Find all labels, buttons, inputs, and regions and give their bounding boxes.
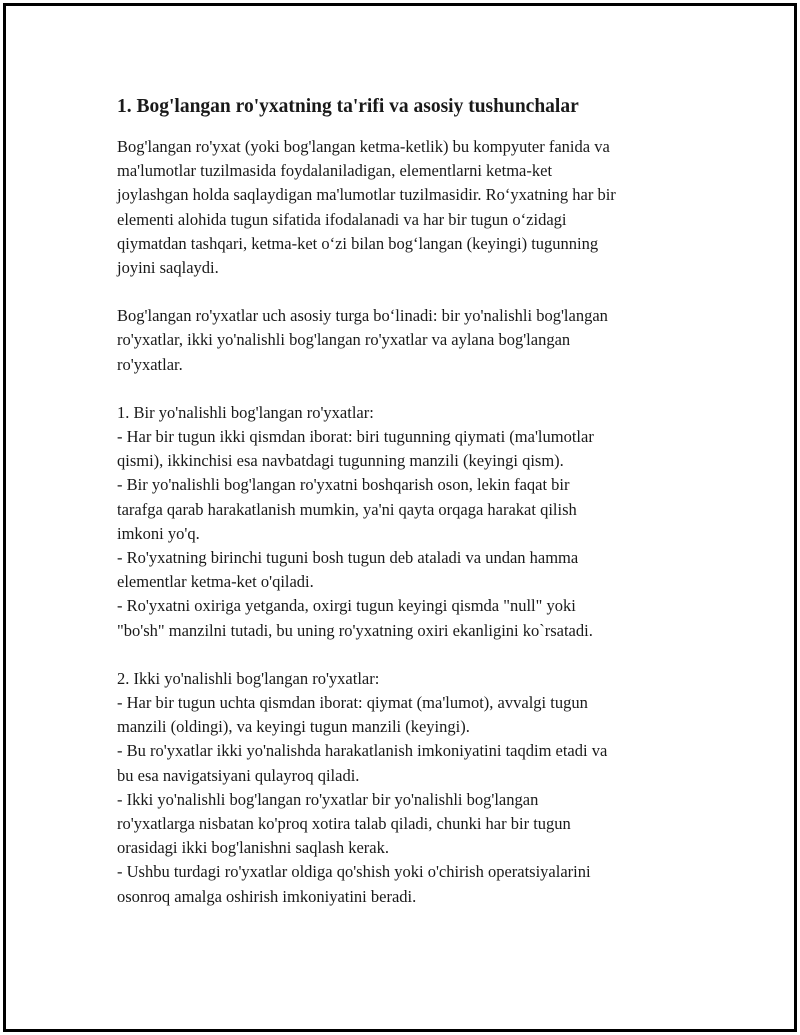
document-body xyxy=(117,93,677,909)
paragraph-definition: Bog'langan ro'yxat (yoki bog'langan ketma-ketlik) bu kompyuter fanida va ma'lumotlar tuzilmasida foydalaniladigan, elementlarni ketma-ket joylashgan holda saqlaydigan ma'lumotlar tuzilmasidir. Ro‘yxatning har bir elementi alohida tugun sifatida ifodalanadi va har bir tugun o‘zidagi qiymatdan tashqari, ketma-ket o‘zi bilan bog‘langan (keyingi) tugunning joyini saqlaydi. xyxy=(117,137,616,278)
paragraph-singly-linked: 1. Bir yo'nalishli bog'langan ro'yxatlar: - Har bir tugun ikki qismdan iborat: biri tugunning qiymati (ma'lumotlar qismi), ikkinchisi esa navbatdagi tugunning manzili (keyingi qism). - Bir yo'nalishli bog'langan ro'yxatni boshqarish oson, lekin faqat bir tarafga qarab harakatlanish mumkin, ya'ni qayta orqaga harakat qilish imkoni yo'q. - Ro'yxatning birinchi tuguni bosh tugun deb ataladi va undan hamma elementlar ketma-ket o'qiladi. - Ro'yxatni oxiriga yetganda, oxirgi tugun keyingi qismda "null" yoki "bo'sh" manzilni tutadi, bu uning ro'yxatning oxiri ekanligini ko`rsatadi. xyxy=(117,402,594,640)
paragraph-gap xyxy=(117,280,677,304)
paragraph-types: Bog'langan ro'yxatlar uch asosiy turga bo‘linadi: bir yo'nalishli bog'langan ro'yxatlar, ikki yo'nalishli bog'langan ro'yxatlar va aylana bog'langan ro'yxatlar. xyxy=(117,306,608,374)
paragraph-doubly-linked: 2. Ikki yo'nalishli bog'langan ro'yxatlar: - Har bir tugun uchta qismdan iborat: qiymat (ma'lumot), avvalgi tugun manzili (oldingi), va keyingi tugun manzili (keyingi). - Bu ro'yxatlar ikki yo'nalishda harakatlanish imkoniyatini taqdim etadi va bu esa navigatsiyani qulayroq qiladi. - Ikki yo'nalishli bog'langan ro'yxatlar bir yo'nalishli bog'langan ro'yxatlarga nisbatan ko'proq xotira talab qiladi, chunki har bir tugun orasidagi ikki bog'lanishni saqlash kerak. - Ushbu turdagi ro'yxatlar oldiga qo'shish yoki o'chirish operatsiyalarini osonroq amalga oshirish imkoniyatini beradi. xyxy=(117,668,608,906)
paragraph-gap xyxy=(117,643,677,667)
document-title: 1. Bog'langan ro'yxatning ta'rifi va asosiy tushunchalar xyxy=(117,96,579,117)
paragraph-gap xyxy=(117,377,677,401)
